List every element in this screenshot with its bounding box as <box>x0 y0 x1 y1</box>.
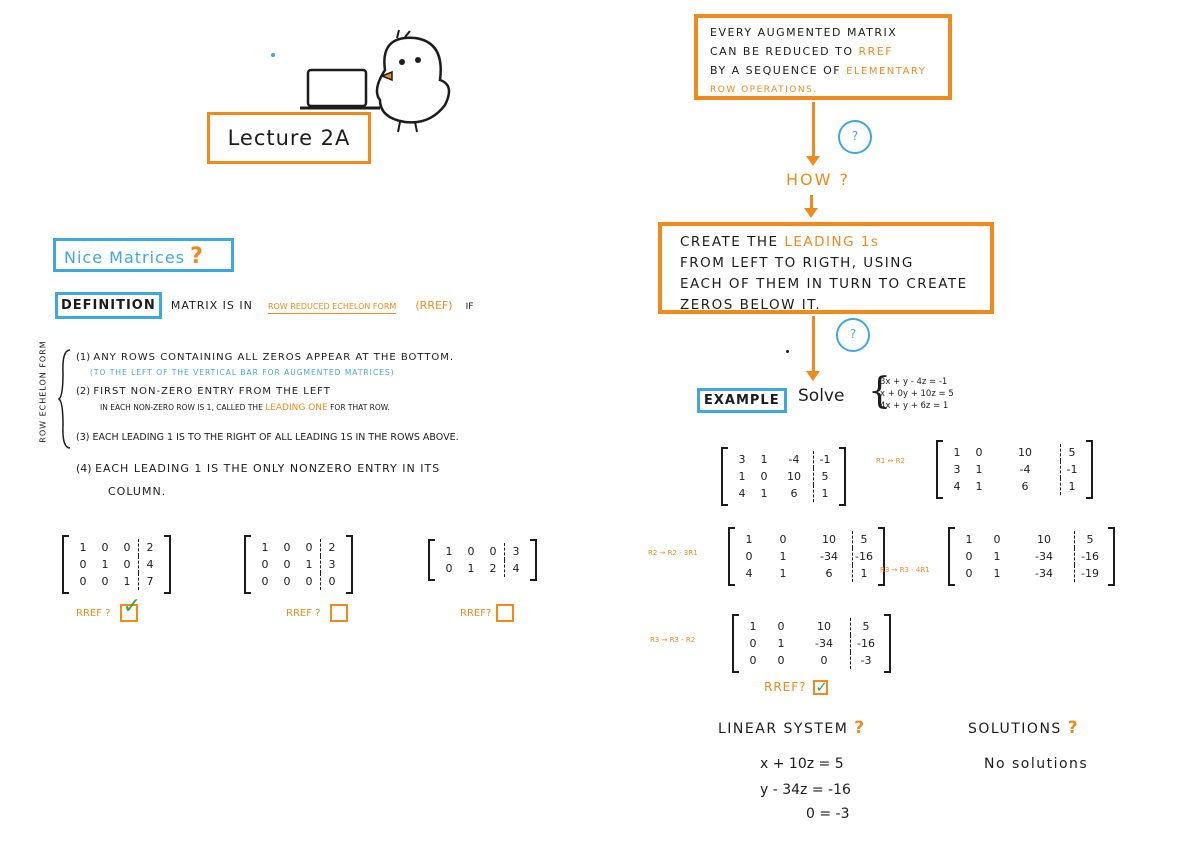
cell: -34 <box>1035 550 1053 563</box>
cell: 1 <box>101 558 109 571</box>
solve-word: Solve <box>798 386 845 406</box>
reduced-equation-2: y - 34z = -16 <box>760 782 851 798</box>
cell: 1 <box>975 463 983 476</box>
matrix-row <box>958 565 1105 582</box>
example-matrix-1 <box>62 537 171 592</box>
equation: x + 0y + 10z = 5 <box>880 389 954 399</box>
cell: 6 <box>790 487 798 500</box>
row-op-2: R2 → R2 - 3R1 <box>648 549 698 557</box>
rref-question: RREF ? <box>286 608 321 619</box>
method-line-4: ZEROS BELOW IT. <box>680 297 822 313</box>
cell: 0 <box>467 545 475 558</box>
rule-text: FIRST NON-ZERO ENTRY FROM THE LEFT <box>93 386 331 397</box>
row-op-4: R3 → R3 - R2 <box>650 636 696 644</box>
cell: 1 <box>467 562 475 575</box>
matrix-row <box>738 565 875 582</box>
cell: 0 <box>305 575 313 588</box>
example-2-label <box>286 604 348 622</box>
cell: 1 <box>760 453 768 466</box>
rule-text: EACH LEADING 1 IS TO THE RIGHT OF ALL LEADING 1S IN THE ROWS ABOVE. <box>92 432 459 443</box>
cell: 2 <box>138 539 161 556</box>
cell: 2 <box>489 562 497 575</box>
cell: -1 <box>813 451 836 468</box>
decor-dot <box>271 53 275 57</box>
matrix-row <box>254 539 343 556</box>
rule-2 <box>76 386 331 397</box>
matrix-row <box>254 573 343 590</box>
matrix-row <box>946 444 1083 461</box>
cell: 10 <box>1018 446 1032 459</box>
cell: -19 <box>1074 565 1105 582</box>
reduced-equation-3: 0 = -3 <box>806 806 850 822</box>
cell: 7 <box>138 573 161 590</box>
matrix-row <box>72 573 161 590</box>
checkbox-checked[interactable] <box>120 594 142 622</box>
cell: 3 <box>504 543 527 560</box>
top-statement-box <box>694 14 952 100</box>
cell: 10 <box>822 533 836 546</box>
arrow-head <box>806 371 820 381</box>
cell: 0 <box>101 575 109 588</box>
cell: 1 <box>852 565 875 582</box>
cell: -16 <box>850 635 881 652</box>
checkbox-checked[interactable] <box>813 680 828 695</box>
top-line-2b: RREF <box>858 45 894 58</box>
cell: -16 <box>852 548 875 565</box>
matrix-row <box>738 531 875 548</box>
method-line-3: EACH OF THEM IN TURN TO CREATE <box>680 276 968 292</box>
rule-text: ANY ROWS CONTAINING ALL ZEROS APPEAR AT THE BOTTOM. <box>93 352 455 363</box>
matrix-row <box>958 531 1105 548</box>
cell: 4 <box>953 480 961 493</box>
method-line-1a: CREATE THE <box>680 234 779 250</box>
matrix-row <box>958 548 1105 565</box>
question-mark-icon: ? <box>1067 718 1080 738</box>
definition-label: DEFINITION <box>55 292 162 319</box>
arrow-line <box>812 316 815 372</box>
rref-question: RREF? <box>460 608 492 619</box>
top-line-2 <box>710 42 936 61</box>
no-solutions-text: No solutions <box>984 756 1089 772</box>
system-equations <box>880 376 954 412</box>
cell: 0 <box>749 637 757 650</box>
rule-4 <box>76 462 440 475</box>
definition-line <box>55 292 595 320</box>
cell: 0 <box>779 533 787 546</box>
cell: 1 <box>779 567 787 580</box>
cell: 0 <box>320 573 343 590</box>
arrow-line <box>810 195 813 209</box>
cell: -34 <box>1035 567 1053 580</box>
nice-matrices-heading-box <box>53 238 234 272</box>
lecture-title: Lecture 2A <box>227 126 351 150</box>
checkbox-empty[interactable] <box>496 604 514 622</box>
checkbox-empty[interactable] <box>330 604 348 622</box>
example-label: EXAMPLE <box>697 388 787 413</box>
matrix-row <box>738 548 875 565</box>
cell: 5 <box>1074 531 1105 548</box>
rule-num: (1) <box>76 352 91 363</box>
example-3-label <box>460 604 514 622</box>
arrow-head <box>806 156 820 166</box>
matrix-row <box>946 478 1083 495</box>
rref-question: RREF? <box>764 680 807 694</box>
matrix-row <box>742 618 881 635</box>
cell: 0 <box>283 575 291 588</box>
rule-text: EACH LEADING 1 IS THE ONLY NONZERO ENTRY IN ITS <box>95 462 441 475</box>
rule-2-sub-b: FOR THAT ROW. <box>330 403 390 412</box>
cell: 1 <box>779 550 787 563</box>
matrix-row <box>946 461 1083 478</box>
cell: 1 <box>953 446 961 459</box>
leading-one-highlight: LEADING ONE <box>265 403 328 413</box>
lecture-title-box <box>207 112 371 164</box>
cell: 0 <box>760 470 768 483</box>
cell: 3 <box>320 556 343 573</box>
cell: 5 <box>852 531 875 548</box>
rref-question: RREF ? <box>76 608 111 619</box>
cell: -16 <box>1074 548 1105 565</box>
top-line-3 <box>710 61 936 81</box>
nice-matrices-heading: Nice Matrices <box>64 248 186 267</box>
how-label: HOW ? <box>786 170 851 189</box>
cell: 1 <box>813 485 836 502</box>
matrix-step-4 <box>948 529 1115 584</box>
cell: 1 <box>777 637 785 650</box>
cell: -1 <box>1060 461 1083 478</box>
question-mark-icon: ? <box>854 718 866 738</box>
cell: 0 <box>975 446 983 459</box>
solutions-label: SOLUTIONS <box>968 721 1062 737</box>
cell: 1 <box>445 545 453 558</box>
definition-text: MATRIX IS IN <box>170 299 253 312</box>
top-line-3b: ELEMENTARY <box>846 66 927 77</box>
cell: 5 <box>1060 444 1083 461</box>
method-line-1 <box>680 232 972 253</box>
cell: 10 <box>1037 533 1051 546</box>
matrix-row <box>72 556 161 573</box>
matrix-row <box>254 556 343 573</box>
cell: 0 <box>445 562 453 575</box>
matrix-row <box>438 560 527 577</box>
cell: 5 <box>850 618 881 635</box>
equation: 4x + y + 6z = 1 <box>880 401 949 411</box>
cell: 0 <box>965 550 973 563</box>
matrix-row <box>731 451 836 468</box>
top-line-2a: CAN BE REDUCED TO <box>710 45 854 58</box>
cell: 4 <box>745 567 753 580</box>
cell: 6 <box>1021 480 1029 493</box>
cell: 0 <box>123 558 131 571</box>
cell: 0 <box>745 550 753 563</box>
cell: -4 <box>1019 463 1031 476</box>
rule-4-cont: COLUMN. <box>108 485 167 498</box>
method-line-2: FROM LEFT TO RIGTH, USING <box>680 255 914 271</box>
top-line-4: ROW OPERATIONS. <box>710 85 818 95</box>
cell: 1 <box>1060 478 1083 495</box>
cell: 10 <box>787 470 801 483</box>
matrix-step-1 <box>721 449 846 504</box>
cell: -34 <box>815 637 833 650</box>
cell: 0 <box>261 558 269 571</box>
rule-num: (4) <box>76 462 92 475</box>
rule-3 <box>76 432 459 443</box>
cell: 1 <box>975 480 983 493</box>
rule-2-sub-a: IN EACH NON-ZERO ROW IS 1, CALLED THE <box>100 403 263 412</box>
brace <box>58 348 72 454</box>
cell: 4 <box>738 487 746 500</box>
cell: 1 <box>993 567 1001 580</box>
matrix-step-3 <box>728 529 885 584</box>
cell: 0 <box>749 654 757 667</box>
cell: 0 <box>965 567 973 580</box>
cell: 1 <box>993 550 1001 563</box>
cell: -4 <box>788 453 800 466</box>
cell: 0 <box>283 558 291 571</box>
cell: 4 <box>504 560 527 577</box>
arrow-head <box>804 208 818 218</box>
matrix-row <box>742 652 881 669</box>
arrow-line <box>812 102 815 156</box>
cell: 0 <box>777 654 785 667</box>
cell: 3 <box>953 463 961 476</box>
matrix-row <box>731 468 836 485</box>
row-op-3: R3 → R3 - 4R1 <box>880 566 930 574</box>
rref-name: ROW REDUCED ECHELON FORM <box>268 302 396 314</box>
cell: 1 <box>745 533 753 546</box>
thinking-face-icon: ? <box>838 120 872 154</box>
cell: 0 <box>79 575 87 588</box>
check-icon: ✓ <box>122 594 142 619</box>
decor-dot <box>786 350 789 353</box>
cell: 0 <box>261 575 269 588</box>
cell: 1 <box>738 470 746 483</box>
cell: 1 <box>965 533 973 546</box>
linear-system-heading <box>718 718 866 738</box>
example-matrix-2 <box>244 537 353 592</box>
rule-2-sub <box>100 403 390 413</box>
reduced-equation-1: x + 10z = 5 <box>760 756 844 772</box>
cell: 1 <box>79 541 87 554</box>
side-label: ROW ECHELON FORM <box>38 340 48 443</box>
cell: 1 <box>760 487 768 500</box>
cell: 1 <box>261 541 269 554</box>
matrix-step-5 <box>732 616 891 671</box>
cell: -3 <box>850 652 881 669</box>
cell: 6 <box>825 567 833 580</box>
cell: 0 <box>283 541 291 554</box>
cell: 0 <box>101 541 109 554</box>
matrix-row <box>72 539 161 556</box>
if-word: IF <box>465 302 474 312</box>
cell: 0 <box>123 541 131 554</box>
cell: 1 <box>749 620 757 633</box>
cell: 3 <box>738 453 746 466</box>
cell: 0 <box>777 620 785 633</box>
check-icon: ✓ <box>815 678 829 696</box>
top-line-1: EVERY AUGMENTED MATRIX <box>710 26 898 39</box>
linear-system-label: LINEAR SYSTEM <box>718 721 849 737</box>
matrix-step-2 <box>936 442 1093 497</box>
thinking-face-icon: ? <box>836 318 870 352</box>
cell: 5 <box>813 468 836 485</box>
cell: 1 <box>123 575 131 588</box>
cell: 1 <box>305 558 313 571</box>
cell: 4 <box>138 556 161 573</box>
system-brace: { <box>868 371 891 412</box>
rule-1 <box>76 352 556 363</box>
rule-num: (2) <box>76 386 91 397</box>
rule-1-note: (TO THE LEFT OF THE VERTICAL BAR FOR AUGMENTED MATRICES) <box>90 368 395 377</box>
cell: 0 <box>820 654 828 667</box>
matrix-row <box>438 543 527 560</box>
cell: 0 <box>305 541 313 554</box>
cell: -34 <box>820 550 838 563</box>
cell: 2 <box>320 539 343 556</box>
rref-check-label <box>764 680 828 695</box>
rule-num: (3) <box>76 432 90 443</box>
top-line-3a: BY A SEQUENCE OF <box>710 64 842 77</box>
method-box <box>658 222 994 314</box>
method-line-1b: LEADING 1s <box>784 234 880 250</box>
matrix-row <box>731 485 836 502</box>
solutions-heading <box>968 718 1079 738</box>
cell: 0 <box>993 533 1001 546</box>
cell: 0 <box>79 558 87 571</box>
question-mark-icon: ? <box>190 244 203 269</box>
example-1-label <box>76 594 142 622</box>
cell: 0 <box>489 545 497 558</box>
cell: 10 <box>817 620 831 633</box>
matrix-row <box>742 635 881 652</box>
rref-abbrev: (RREF) <box>415 299 453 312</box>
example-matrix-3 <box>428 541 537 579</box>
row-op-1: R1 ↔ R2 <box>876 457 905 465</box>
equation: 3x + y - 4z = -1 <box>880 377 948 387</box>
